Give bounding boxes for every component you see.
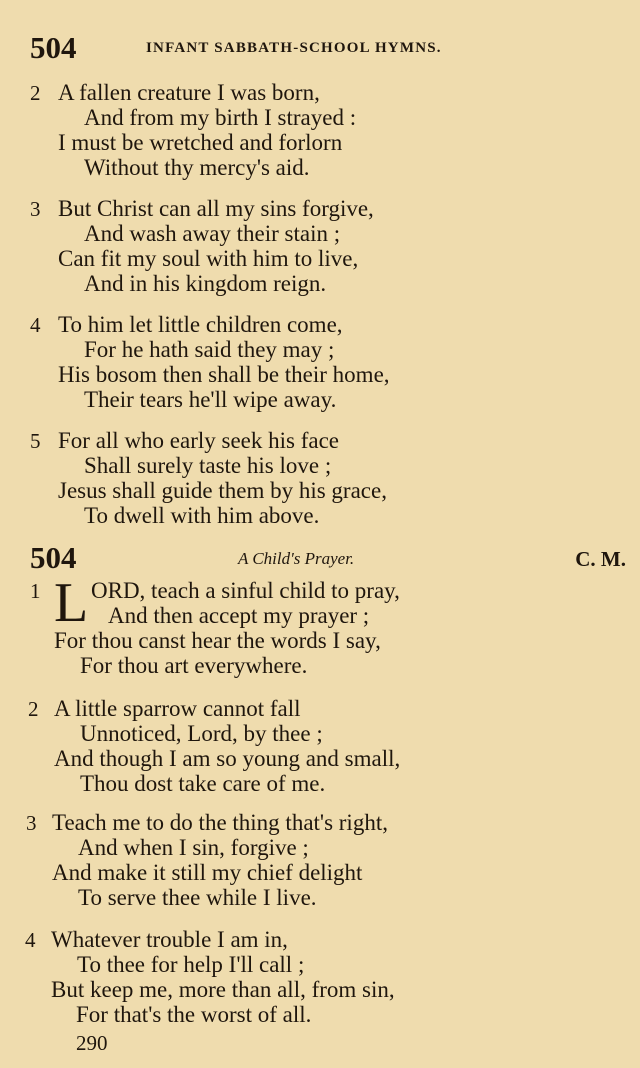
verse-line: Without thy mercy's aid. — [84, 155, 310, 180]
drop-cap: L — [54, 572, 89, 634]
verse-number: 2 — [28, 697, 39, 721]
verse-line: And in his kingdom reign. — [84, 271, 327, 296]
verse-line: I must be wretched and forlorn — [58, 130, 343, 155]
verse-line: A little sparrow cannot fall — [54, 696, 301, 721]
page-header — [30, 30, 610, 66]
verse-line: Teach me to do the thing that's right, — [52, 810, 388, 835]
verse-number: 2 — [30, 81, 41, 105]
verse-number: 4 — [30, 313, 41, 337]
verse-line: And then accept my prayer ; — [108, 603, 370, 628]
verse-line: And from my birth I strayed : — [84, 105, 357, 130]
verse-line: And wash away their stain ; — [84, 221, 341, 246]
verse-line: For thou art everywhere. — [80, 653, 308, 678]
verse-line: And though I am so young and small, — [54, 746, 401, 771]
verse-line: For thou canst hear the words I say, — [54, 628, 381, 653]
verse-line: Their tears he'll wipe away. — [84, 387, 337, 412]
verse-line: Unnoticed, Lord, by thee ; — [80, 721, 323, 746]
verse-line: To thee for help I'll call ; — [77, 952, 305, 977]
verse-line: For that's the worst of all. — [76, 1002, 312, 1027]
verse-number: 4 — [25, 928, 36, 952]
verse-line: But keep me, more than all, from sin, — [51, 977, 395, 1002]
verse-line: Jesus shall guide them by his grace, — [58, 478, 387, 503]
page-number: 504 — [30, 30, 77, 65]
verse-line: A fallen creature I was born, — [58, 80, 320, 105]
hymn-meter: C. M. — [575, 547, 626, 571]
verse-line: For all who early seek his face — [58, 428, 340, 453]
hymn-number: 504 — [30, 540, 77, 575]
verse-line: And when I sin, forgive ; — [78, 835, 309, 860]
signature-mark: 290 — [76, 1031, 108, 1055]
verse-line: For he hath said they may ; — [84, 337, 335, 362]
hymn-title: A Child's Prayer. — [238, 549, 355, 568]
verse-line: But Christ can all my sins forgive, — [58, 196, 374, 221]
verse-line: Can fit my soul with him to live, — [58, 246, 359, 271]
verse-line: To dwell with him above. — [84, 503, 320, 528]
verse-line: To him let little children come, — [58, 312, 343, 337]
running-title: INFANT SABBATH-SCHOOL HYMNS. — [146, 40, 442, 56]
verse-line: His bosom then shall be their home, — [58, 362, 390, 387]
verse-number: 1 — [30, 579, 41, 603]
verse-number: 5 — [30, 429, 41, 453]
verse-line: ORD, teach a sinful child to pray, — [91, 578, 400, 603]
verse-number: 3 — [30, 197, 41, 221]
hymn-heading — [30, 540, 626, 580]
verse-line: Thou dost take care of me. — [80, 771, 326, 796]
verse-line: Shall surely taste his love ; — [84, 453, 332, 478]
verse-number: 3 — [26, 811, 37, 835]
verse-line: And make it still my chief delight — [52, 860, 363, 885]
verse-line: Whatever trouble I am in, — [51, 927, 288, 952]
verse-line: To serve thee while I live. — [78, 885, 317, 910]
